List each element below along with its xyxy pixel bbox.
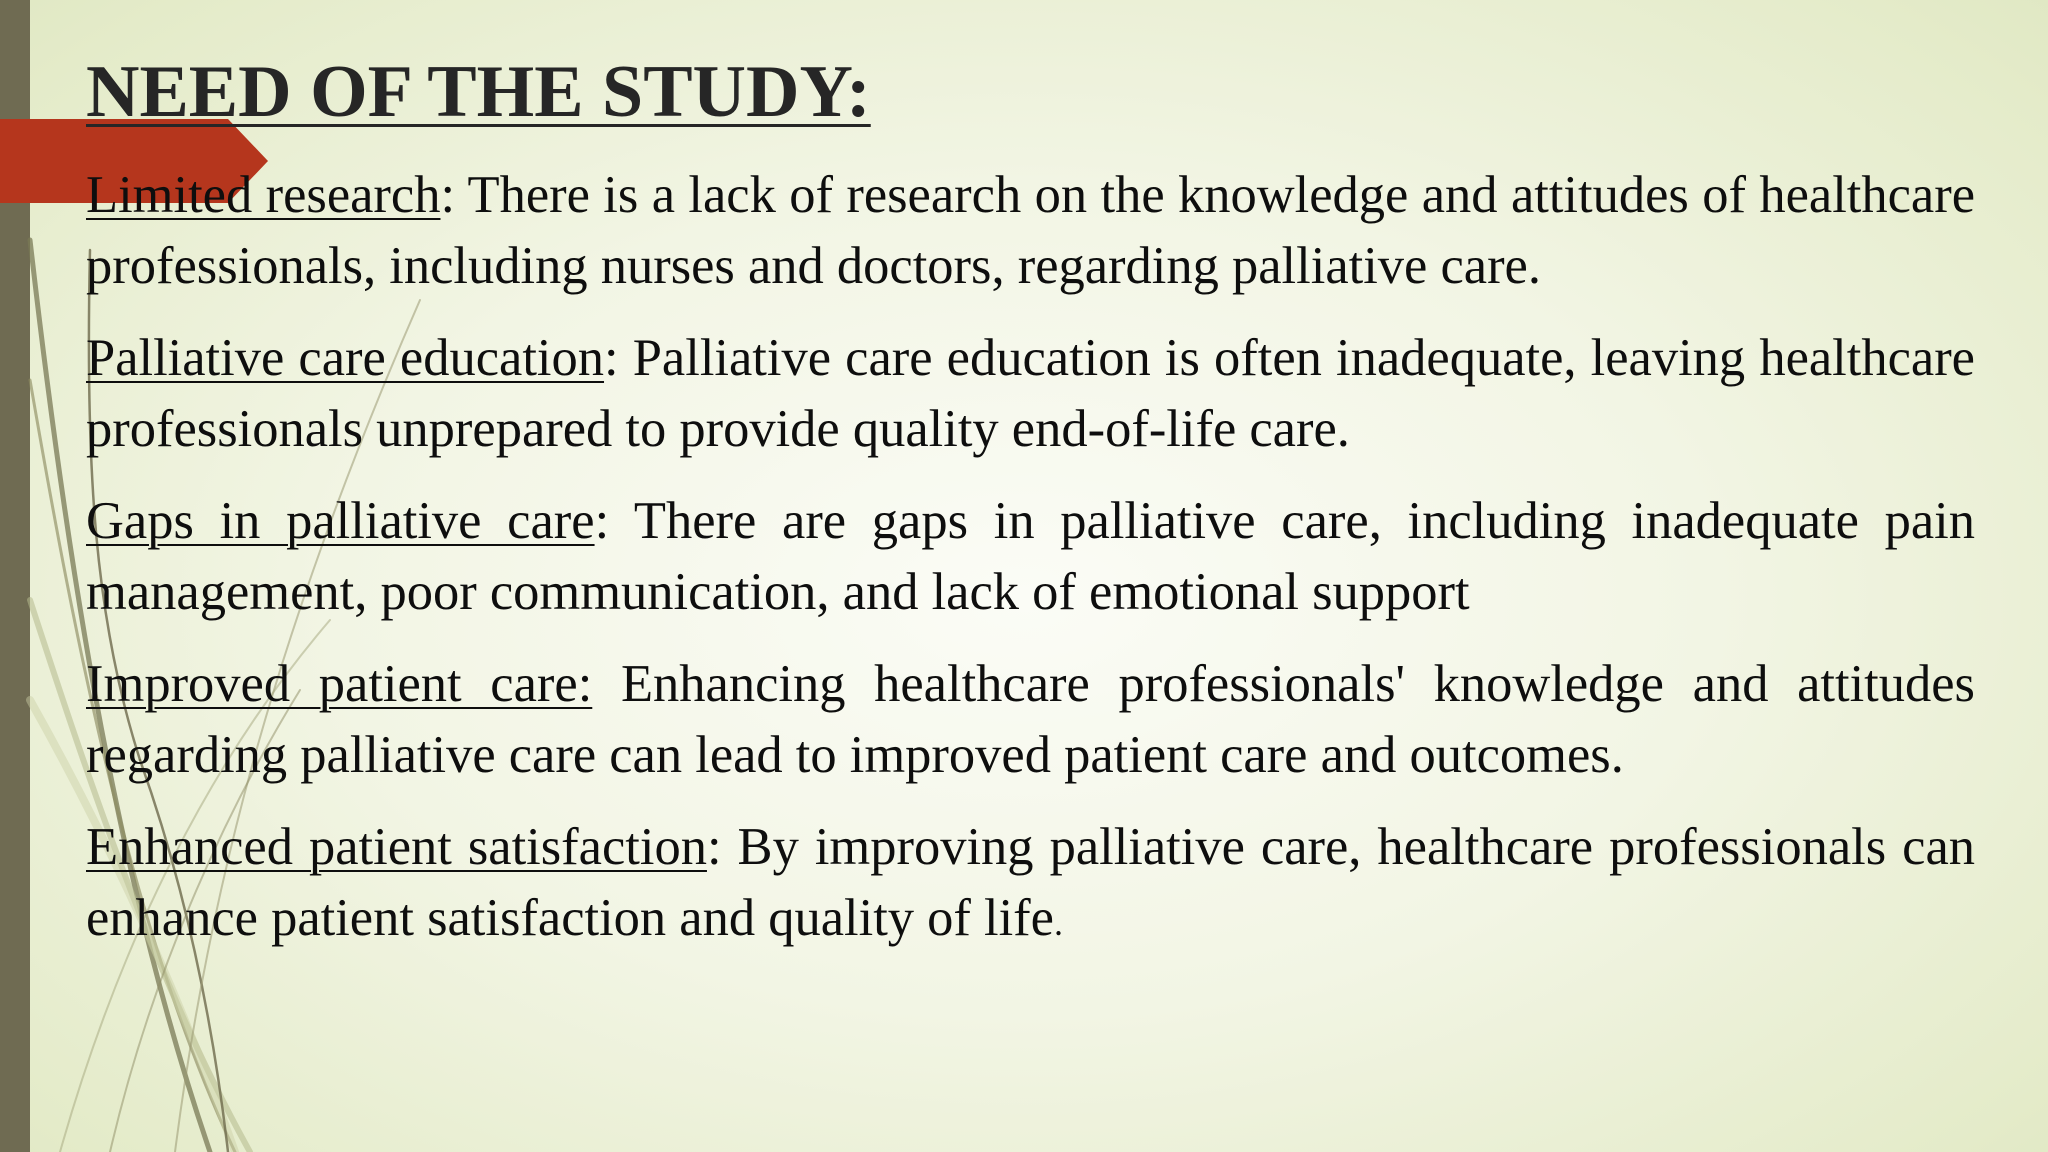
point-term: Enhanced patient satisfaction [86,818,707,876]
slide-title: NEED OF THE STUDY: [86,51,871,133]
point-text: There is a lack of research on the knowledge and attitudes of healthcare professionals, including nurses and doctors, regarding palliative care. [86,166,1975,295]
point-term: Gaps in palliative care [86,492,595,550]
point-separator [592,655,621,713]
point-text: Palliative care education is often inadequate, leaving healthcare professionals unprepared to provide quality end-of-life care. [86,329,1975,458]
point-term: Limited research [86,166,441,224]
point-text: Enhancing healthcare professionals' knowledge and attitudes regarding palliative care can lead to improved patient care and outcomes. [86,655,1975,784]
point-gaps-in-palliative-care [86,486,1975,628]
point-limited-research [86,160,1975,302]
point-enhanced-patient-satisfaction [86,812,1975,959]
point-text: By improving palliative care, healthcare professionals can enhance patient satisfaction and quality of life [86,818,1975,947]
slide-body [86,160,1975,959]
point-text: There are gaps in palliative care, including inadequate pain management, poor communication, and lack of emotional support [86,492,1975,621]
point-improved-patient-care [86,649,1975,791]
point-separator: : [604,329,633,387]
point-separator: : [440,166,468,224]
point-separator: : [706,818,738,876]
point-palliative-care-education [86,323,1975,465]
point-end-punctuation: . [1053,903,1063,943]
point-term: Improved patient care: [86,655,593,713]
point-term: Palliative care education [86,329,605,387]
point-separator: : [594,492,634,550]
